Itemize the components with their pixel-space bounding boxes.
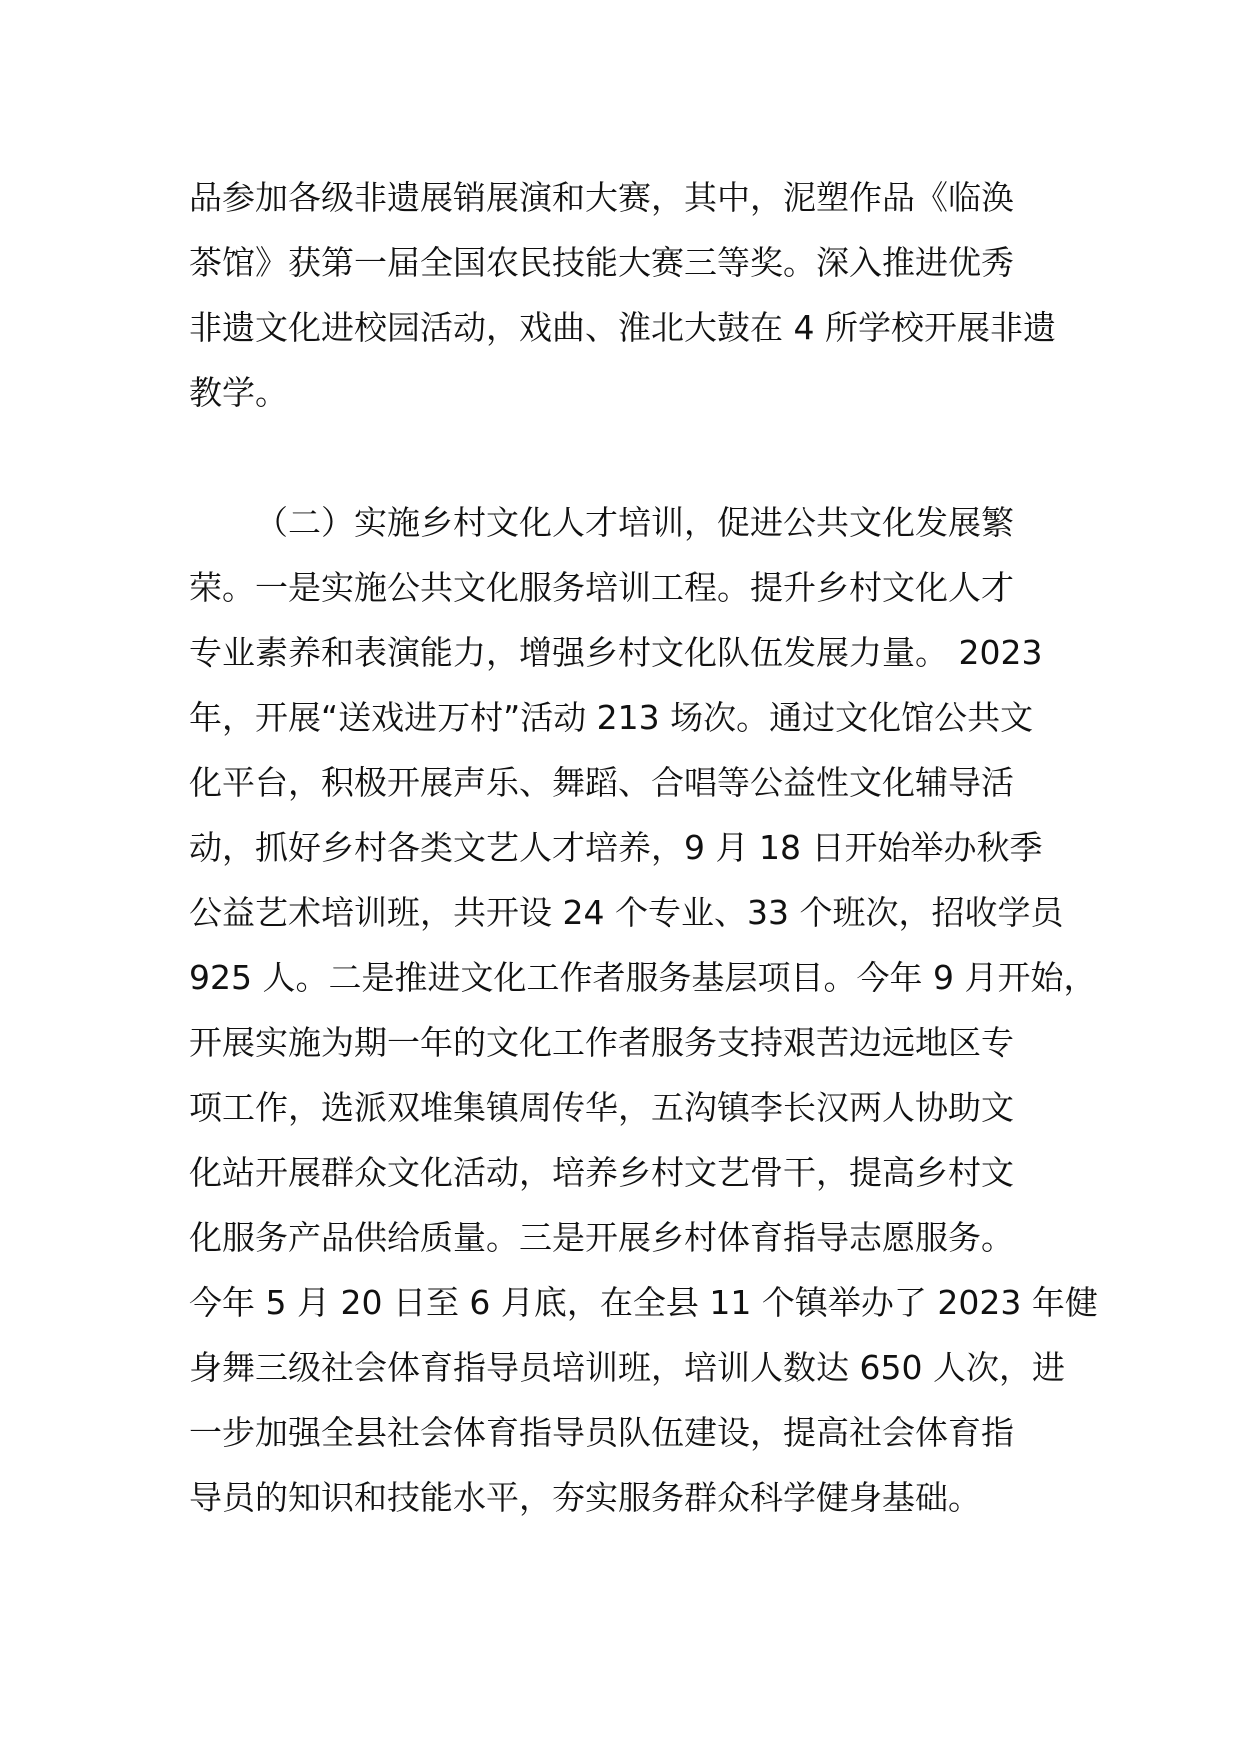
text-line: 荣。一是实施公共文化服务培训工程。提升乡村文化人才 xyxy=(189,568,1014,607)
text-line: 专业素养和表演能力，增强乡村文化队伍发展力量。 2023 xyxy=(189,633,1043,672)
text-line: 一步加强全县社会体育指导员队伍建设，提高社会体育指 xyxy=(189,1413,1014,1452)
paragraph-talent-training xyxy=(189,490,1098,1530)
text-line: 925 人。二是推进文化工作者服务基层项目。今年 9 月开始， xyxy=(189,958,1097,997)
text-line: 非遗文化进校园活动，戏曲、淮北大鼓在 4 所学校开展非遗 xyxy=(189,308,1056,347)
text-line: 动，抓好乡村各类文艺人才培养，9 月 18 日开始举办秋季 xyxy=(189,828,1043,867)
text-line: 身舞三级社会体育指导员培训班，培训人数达 650 人次，进 xyxy=(189,1348,1065,1387)
text-line: 品参加各级非遗展销展演和大赛，其中，泥塑作品《临涣 xyxy=(189,178,1014,217)
paragraph-intangible-heritage xyxy=(189,165,1069,425)
section-heading-line: （二）实施乡村文化人才培训，促进公共文化发展繁 xyxy=(255,503,1014,542)
text-line: 化服务产品供给质量。三是开展乡村体育指导志愿服务。 xyxy=(189,1218,1014,1257)
text-line: 导员的知识和技能水平，夯实服务群众科学健身基础。 xyxy=(189,1478,981,1517)
text-line: 化平台，积极开展声乐、舞蹈、合唱等公益性文化辅导活 xyxy=(189,763,1014,802)
text-line: 项工作，选派双堆集镇周传华，五沟镇李长汉两人协助文 xyxy=(189,1088,1014,1127)
text-line: 教学。 xyxy=(189,373,288,412)
text-line: 今年 5 月 20 日至 6 月底，在全县 11 个镇举办了 2023 年健 xyxy=(189,1283,1098,1322)
text-line: 公益艺术培训班，共开设 24 个专业、33 个班次，招收学员 xyxy=(189,893,1064,932)
text-line: 开展实施为期一年的文化工作者服务支持艰苦边远地区专 xyxy=(189,1023,1014,1062)
text-line: 年，开展“送戏进万村”活动 213 场次。通过文化馆公共文 xyxy=(189,698,1034,737)
text-line: 茶馆》获第一届全国农民技能大赛三等奖。深入推进优秀 xyxy=(189,243,1014,282)
text-line: 化站开展群众文化活动，培养乡村文艺骨干，提高乡村文 xyxy=(189,1153,1014,1192)
